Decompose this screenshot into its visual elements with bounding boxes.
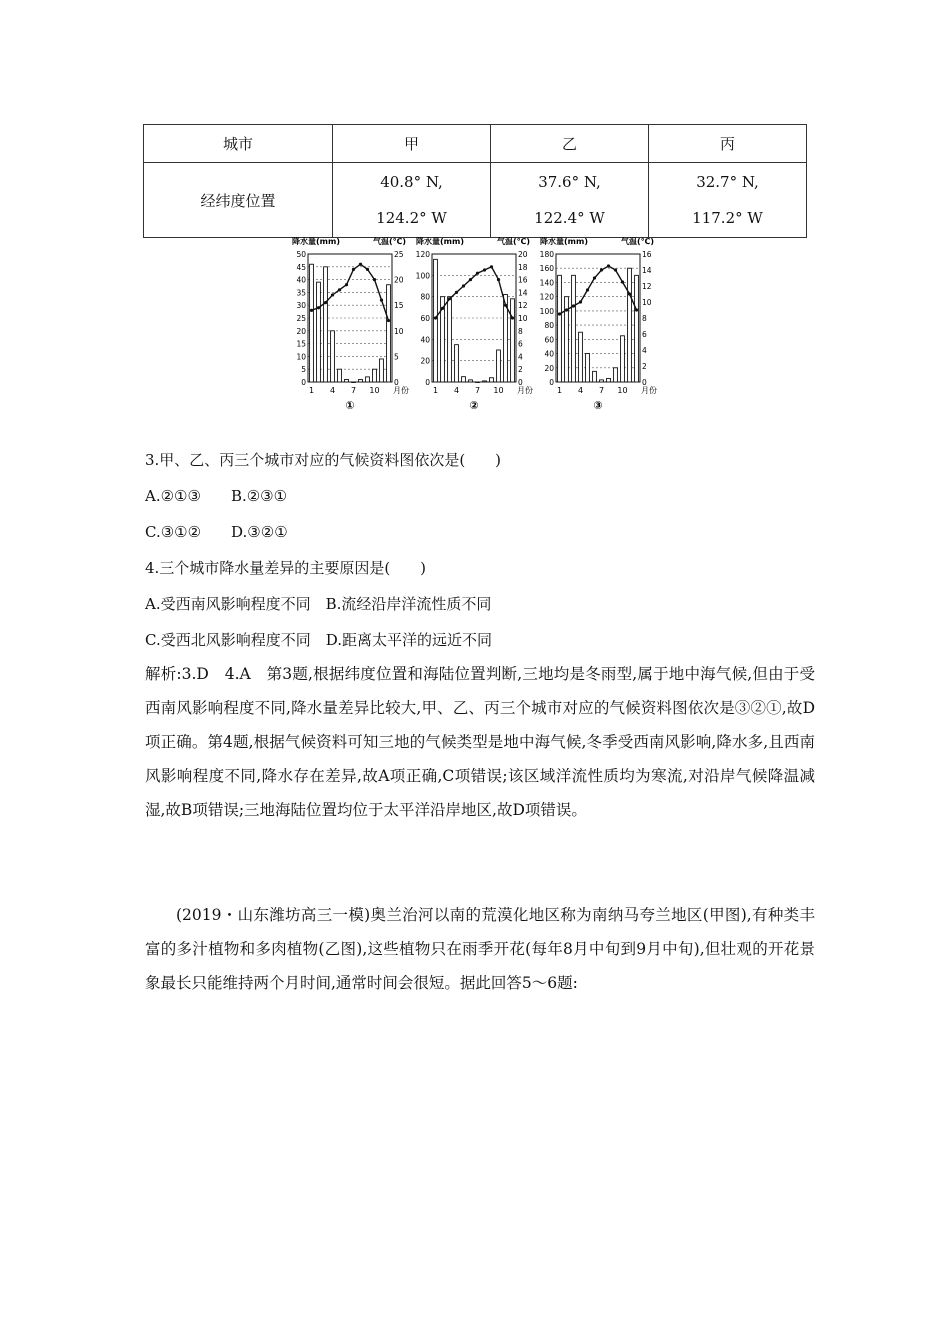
temperature-point (380, 298, 383, 301)
precip-tick-label: 35 (296, 288, 306, 298)
temperature-point (593, 276, 596, 279)
precip-tick-label: 0 (425, 378, 430, 387)
temp-tick-label: 20 (394, 275, 404, 285)
month-tick-label: 1 (432, 386, 439, 395)
month-tick-label: 1 (308, 386, 315, 395)
precip-tick-label: 100 (539, 306, 554, 316)
precip-bar (614, 368, 618, 382)
month-axis-label: 月份 (393, 386, 409, 395)
precip-bar (359, 379, 363, 382)
city-location-table (143, 124, 807, 238)
temp-axis-title: 气温(℃) (621, 237, 654, 246)
temp-tick-label: 16 (518, 275, 528, 285)
precip-tick-label: 30 (296, 301, 306, 311)
precip-axis-title: 降水量(mm) (292, 237, 340, 246)
precip-bar (462, 377, 466, 382)
precip-tick-label: 40 (544, 349, 554, 359)
temp-tick-label: 25 (394, 250, 404, 259)
precip-bar (317, 282, 321, 382)
precip-bar (352, 382, 356, 383)
precip-tick-label: 5 (301, 365, 306, 375)
temp-tick-label: 12 (518, 301, 528, 311)
temp-tick-label: 10 (394, 326, 404, 336)
temp-tick-label: 5 (394, 352, 399, 362)
precip-tick-label: 15 (296, 339, 306, 349)
temperature-point (338, 288, 341, 291)
row-label: 经纬度位置 (144, 163, 333, 238)
temperature-point (565, 308, 568, 311)
precip-bar (434, 259, 438, 382)
precip-bar (469, 380, 473, 382)
month-tick-label: 4 (329, 386, 336, 395)
precip-tick-label: 50 (296, 250, 306, 259)
precip-bar (511, 299, 515, 382)
precip-tick-label: 0 (549, 378, 554, 387)
precip-bar (366, 377, 370, 382)
temperature-point (504, 304, 507, 307)
precip-tick-label: 0 (301, 378, 306, 387)
month-tick-label: 7 (350, 386, 357, 395)
chart-caption: ① (345, 399, 355, 412)
month-tick-label: 1 (556, 386, 563, 395)
question-4-options-2: C.受西北风影响程度不同 D.距离太平洋的远近不同 (145, 631, 492, 649)
header-yi: 乙 (491, 125, 649, 163)
precip-bar (380, 359, 384, 382)
temp-tick-label: 15 (394, 301, 404, 311)
temperature-point (607, 264, 610, 267)
month-axis-label: 月份 (517, 386, 533, 395)
precip-bar (607, 378, 611, 382)
question-3-options-2: C.③①② D.③②① (145, 523, 288, 541)
analysis-paragraph: 解析:3.D 4.A 第3题,根据纬度位置和海陆位置判断,三地均是冬雨型,属于地中海气候,但由于受西南风影响程度不同,降水量差异比较大,甲、乙、丙三个城市对应的气候资料图依次是③②①,故D项正确。第4题,根据气候资料可知三地的气候类型是地中海气候,冬季受西南风影响,降水多,且西南风影响程度不同,降水存在差异,故A项正确,C项错误;该区域洋流性质均为寒流,对沿岸气候降温减湿,故B项错误;三地海陆位置均位于太平洋沿岸地区,故D项错误。 (145, 665, 815, 819)
temperature-point (579, 300, 582, 303)
temperature-point (462, 284, 465, 287)
question-3-stem: 3.甲、乙、丙三个城市对应的气候资料图依次是( ) (145, 451, 502, 469)
temp-tick-label: 16 (642, 250, 652, 259)
temperature-point (441, 307, 444, 310)
header-jia: 甲 (333, 125, 491, 163)
temperature-line (436, 267, 513, 318)
month-tick-label: 10 (493, 386, 504, 395)
temperature-point (600, 268, 603, 271)
precip-bar (373, 369, 377, 382)
precip-tick-label: 45 (296, 262, 306, 272)
precip-bar (593, 371, 597, 382)
temperature-point (366, 268, 369, 271)
chart-caption: ③ (593, 399, 603, 412)
question-4-options-1: A.受西南风影响程度不同 B.流经沿岸洋流性质不同 (145, 595, 492, 613)
temp-tick-label: 0 (394, 378, 399, 387)
precip-tick-label: 120 (539, 292, 554, 302)
temperature-point (572, 304, 575, 307)
precip-tick-label: 20 (296, 326, 306, 336)
precip-bar (621, 336, 625, 382)
temperature-line (560, 266, 637, 314)
temperature-point (476, 272, 479, 275)
temperature-point (324, 301, 327, 304)
precip-bar (338, 369, 342, 382)
temperature-point (373, 278, 376, 281)
month-tick-label: 7 (474, 386, 481, 395)
header-city: 城市 (144, 125, 333, 163)
temperature-point (497, 278, 500, 281)
climate-charts (290, 234, 662, 414)
temp-tick-label: 2 (518, 365, 523, 375)
temp-tick-label: 8 (518, 326, 523, 336)
precip-axis-title: 降水量(mm) (540, 237, 588, 246)
precip-bar (558, 275, 562, 382)
intro-paragraph: (2019・山东潍坊高三一模)奥兰治河以南的荒漠化地区称为南纳马夸兰地区(甲图),有种类丰富的多汁植物和多肉植物(乙图),这些植物只在雨季开花(每年8月中旬到9月中旬),但壮观的开花景象最长只能维持两个月时间,通常时间会很短。据此回答5～6题: (145, 906, 815, 992)
precip-tick-label: 40 (296, 275, 306, 285)
temp-tick-label: 0 (642, 378, 647, 387)
precip-bar (483, 381, 487, 382)
cell-yi: 37.6° N, 122.4° W (491, 163, 649, 238)
precip-tick-label: 100 (415, 271, 430, 281)
temp-tick-label: 10 (518, 314, 528, 323)
temperature-point (511, 316, 514, 319)
precip-bar (455, 345, 459, 382)
temp-axis-title: 气温(℃) (373, 237, 406, 246)
question-4-stem: 4.三个城市降水量差异的主要原因是( ) (145, 559, 427, 577)
precip-tick-label: 40 (420, 335, 430, 345)
temp-tick-label: 6 (518, 339, 523, 349)
precip-tick-label: 80 (420, 292, 430, 302)
precip-bar (331, 331, 335, 382)
temp-tick-label: 20 (518, 250, 528, 259)
temperature-point (635, 308, 638, 311)
temperature-point (310, 309, 313, 312)
cell-jia: 40.8° N, 124.2° W (333, 163, 491, 238)
precip-tick-label: 80 (544, 321, 554, 331)
precip-bar (448, 297, 452, 382)
temperature-point (317, 306, 320, 309)
precip-tick-label: 60 (420, 314, 430, 323)
chart-caption: ② (469, 399, 479, 412)
precip-bar (579, 332, 583, 382)
temperature-point (448, 297, 451, 300)
temp-tick-label: 12 (642, 282, 652, 291)
temperature-point (387, 319, 390, 322)
temp-tick-label: 14 (518, 288, 528, 298)
month-tick-label: 10 (617, 386, 628, 395)
temperature-point (345, 283, 348, 286)
precip-tick-label: 140 (539, 278, 554, 288)
precip-bar (310, 264, 314, 382)
precip-bar (572, 275, 576, 382)
precip-tick-label: 120 (415, 250, 430, 259)
month-tick-label: 7 (598, 386, 605, 395)
temperature-point (628, 292, 631, 295)
question-3-options-1: A.②①③ B.②③① (145, 487, 288, 505)
temperature-point (586, 288, 589, 291)
month-tick-label: 10 (369, 386, 380, 395)
temp-tick-label: 8 (642, 314, 647, 323)
temperature-point (558, 312, 561, 315)
temp-tick-label: 18 (518, 262, 528, 272)
temperature-point (490, 265, 493, 268)
temperature-point (483, 268, 486, 271)
temp-tick-label: 2 (642, 362, 647, 371)
temperature-point (359, 263, 362, 266)
precip-tick-label: 60 (544, 335, 554, 345)
temp-tick-label: 10 (642, 298, 652, 307)
precip-tick-label: 20 (544, 363, 554, 373)
precip-tick-label: 10 (296, 352, 306, 362)
month-tick-label: 4 (453, 386, 460, 395)
temperature-point (614, 268, 617, 271)
precip-bar (628, 268, 632, 382)
precip-bar (324, 267, 328, 382)
header-bing: 丙 (649, 125, 807, 163)
temperature-point (621, 280, 624, 283)
temp-axis-title: 气温(℃) (497, 237, 530, 246)
precip-bar (600, 380, 604, 382)
temp-tick-label: 4 (518, 352, 523, 362)
temp-tick-label: 6 (642, 330, 647, 339)
temp-tick-label: 0 (518, 378, 523, 387)
precip-bar (635, 275, 639, 382)
precip-tick-label: 180 (539, 250, 554, 259)
precip-bar (387, 285, 391, 382)
precip-bar (345, 379, 349, 382)
precip-tick-label: 160 (539, 264, 554, 274)
temperature-point (434, 316, 437, 319)
precip-tick-label: 20 (420, 356, 430, 366)
precip-bar (586, 354, 590, 382)
temp-tick-label: 14 (642, 266, 652, 275)
precip-axis-title: 降水量(mm) (416, 237, 464, 246)
precip-bar (497, 350, 501, 382)
month-axis-label: 月份 (641, 386, 657, 395)
temperature-point (455, 291, 458, 294)
temperature-point (469, 278, 472, 281)
precip-bar (476, 382, 480, 383)
cell-bing: 32.7° N, 117.2° W (649, 163, 807, 238)
temp-tick-label: 4 (642, 346, 647, 355)
temperature-point (352, 268, 355, 271)
month-tick-label: 4 (577, 386, 584, 395)
precip-tick-label: 25 (296, 314, 306, 323)
precip-bar (490, 378, 494, 382)
temperature-point (331, 293, 334, 296)
